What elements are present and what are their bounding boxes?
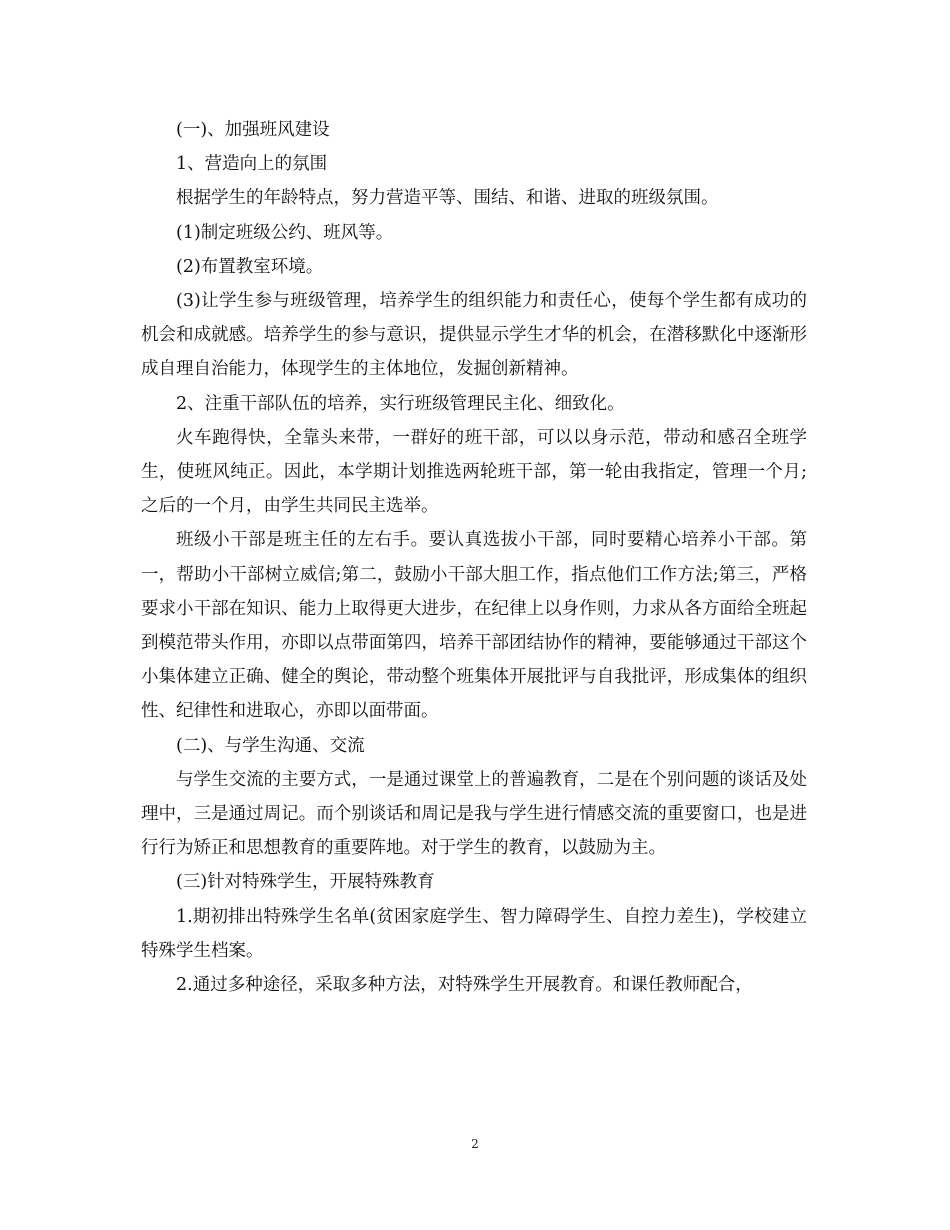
section-heading-1: (一)、加强班风建设 xyxy=(176,120,330,140)
subheading-2: 2、注重干部队伍的培养，实行班级管理民主化、细致化。 xyxy=(176,393,625,414)
list-item: (3)让学生参与班级管理，培养学生的组织能力和责任心，使每个学生都有成功的机会和成就感。培养学生的参与意识，提供显示学生才华的机会，在潜移默化中逐渐形成自理自治能力，体现学生的主体地位，发掘创新精神。 xyxy=(141,291,807,380)
document-body xyxy=(141,113,807,1002)
section-heading-3: (三)针对特殊学生，开展特殊教育 xyxy=(176,872,435,893)
list-item: 2.通过多种途径，采取多种方法，对特殊学生开展教育。和课任教师配合， xyxy=(176,975,753,996)
list-item: (1)制定班级公约、班风等。 xyxy=(176,222,394,243)
list-item: (2)布置教室环境。 xyxy=(176,256,324,277)
subheading-1: 1、营造向上的氛围 xyxy=(176,154,328,175)
paragraph: 班级小干部是班主任的左右手。要认真选拔小干部，同时要精心培养小干部。第一，帮助小干部树立威信;第二，鼓励小干部大胆工作，指点他们工作方法;第三，严格要求小干部在知识、能力上取得更大进步，在纪律上以身作则，力求从各方面给全班起到模范带头作用，亦即以点带面第四，培养干部团结协作的精神，要能够通过干部这个小集体建立正确、健全的舆论，带动整个班集体开展批评与自我批评，形成集体的组织性、纪律性和进取心，亦即以面带面。 xyxy=(141,530,807,722)
section-heading-2: (二)、与学生沟通、交流 xyxy=(176,735,365,756)
paragraph: 火车跑得快，全靠头来带，一群好的班干部，可以以身示范，带动和感召全班学生，使班风纯正。因此，本学期计划推选两轮班干部，第一轮由我指定，管理一个月;之后的一个月，由学生共同民主选举。 xyxy=(141,427,807,517)
paragraph: 根据学生的年龄特点，努力营造平等、围结、和谐、进取的班级氛围。 xyxy=(176,188,719,209)
page-number: 2 xyxy=(471,1137,479,1151)
paragraph: 与学生交流的主要方式，一是通过课堂上的普遍教育，二是在个别问题的谈话及处理中，三是通过周记。而个别谈话和周记是我与学生进行情感交流的重要窗口，也是进行行为矫正和思想教育的重要阵地。对于学生的教育，以鼓励为主。 xyxy=(141,769,807,859)
list-item: 1.期初排出特殊学生名单(贫困家庭学生、智力障碍学生、自控力差生)，学校建立特殊学生档案。 xyxy=(141,906,807,961)
